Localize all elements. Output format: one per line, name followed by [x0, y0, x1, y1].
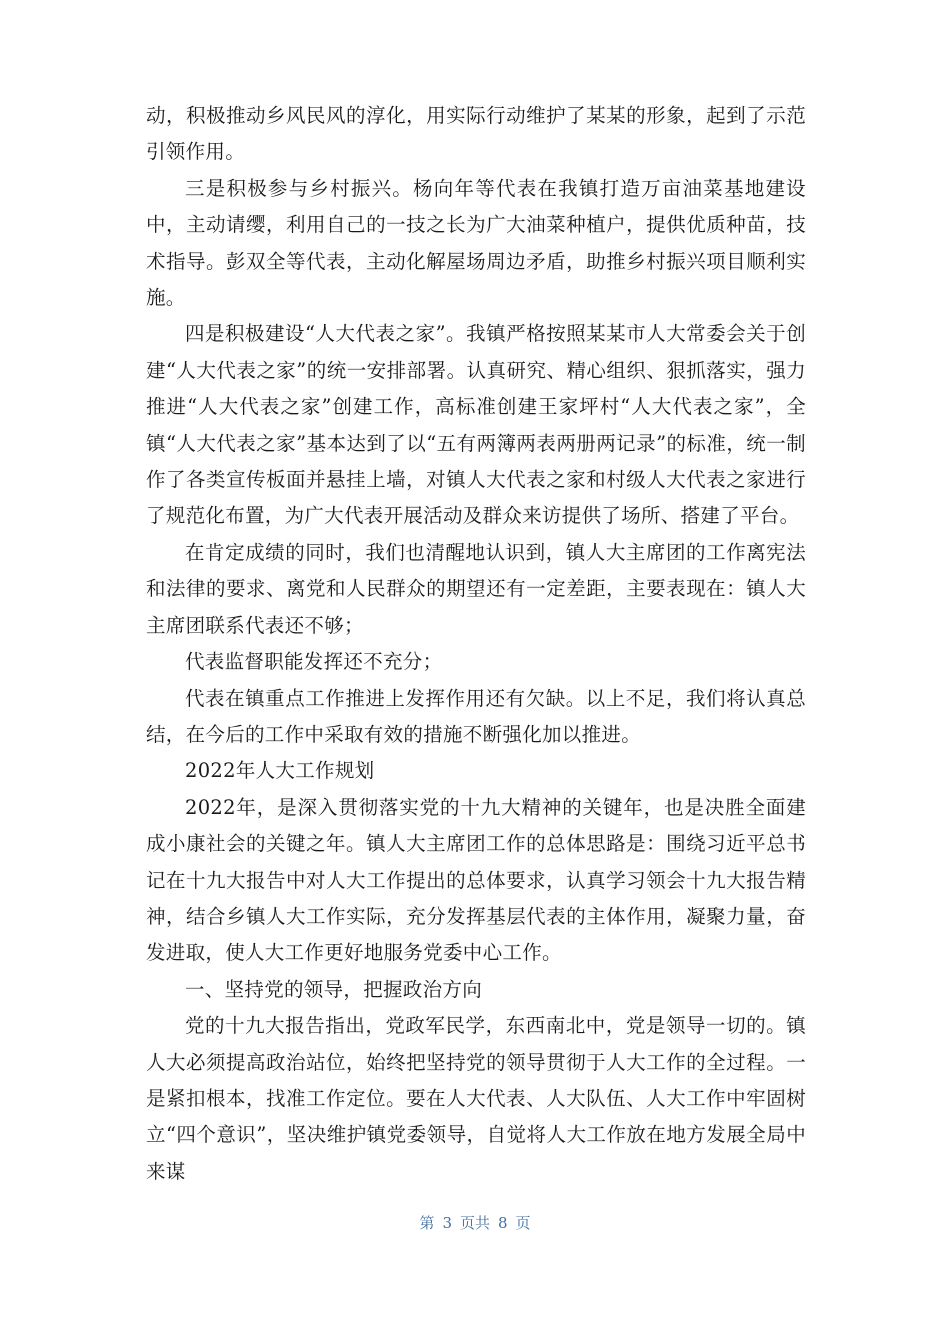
- footer-total-pages: 8: [498, 1214, 508, 1232]
- paragraph-3: 四是积极建设“人大代表之家”。我镇严格按照某某市人大常委会关于创建“人大代表之家”的统一安排部署。认真研究、精心组织、狠抓落实，强力推进“人大代表之家”创建工作，高标准创建王家坪村“人大代表之家”，全镇“人大代表之家”基本达到了以“五有两簿两表两册两记录”的标准，统一制作了各类宣传板面并悬挂上墙，对镇人大代表之家和村级人大代表之家进行了规范化布置，为广大代表开展活动及群众来访提供了场所、搭建了平台。: [146, 322, 806, 528]
- section-heading-1: 一、坚持党的领导，把握政治方向: [185, 977, 483, 1001]
- footer-middle: 页共: [459, 1214, 490, 1232]
- footer-prefix: 第: [419, 1214, 435, 1232]
- page-footer: [0, 1212, 950, 1233]
- paragraph-5: 代表监督职能发挥还不充分；: [185, 650, 443, 674]
- footer-current-page: 3: [442, 1214, 452, 1232]
- paragraph-1: 动，积极推动乡风民风的淳化，用实际行动维护了某某的形象，起到了示范引领作用。: [146, 104, 806, 164]
- paragraph-4: 在肯定成绩的同时，我们也清醒地认识到，镇人大主席团的工作离宪法和法律的要求、离党和人民群众的期望还有一定差距，主要表现在：镇人大主席团联系代表还不够；: [146, 540, 806, 637]
- document-body: [146, 98, 806, 1190]
- section-heading-plan: 2022年人大工作规划: [185, 759, 375, 783]
- paragraph-10: 党的十九大报告指出，党政军民学，东西南北中，党是领导一切的。镇人大必须提高政治站位，始终把坚持党的领导贯彻于人大工作的全过程。一是紧扣根本，找准工作定位。要在人大代表、人大队伍、人大工作中牢固树立“四个意识”，坚决维护镇党委领导，自觉将人大工作放在地方发展全局中来谋: [146, 1014, 806, 1183]
- paragraph-2: 三是积极参与乡村振兴。杨向年等代表在我镇打造万亩油菜基地建设中，主动请缨，利用自己的一技之长为广大油菜种植户，提供优质种苗，技术指导。彭双全等代表，主动化解屋场周边矛盾，助推乡村振兴项目顺利实施。: [146, 176, 806, 310]
- paragraph-8: 2022年，是深入贯彻落实党的十九大精神的关键年，也是决胜全面建成小康社会的关键之年。镇人大主席团工作的总体思路是：围绕习近平总书记在十九大报告中对人大工作提出的总体要求，认真学习领会十九大报告精神，结合乡镇人大工作实际，充分发挥基层代表的主体作用，凝聚力量，奋发进取，使人大工作更好地服务党委中心工作。: [146, 795, 806, 965]
- paragraph-6: 代表在镇重点工作推进上发挥作用还有欠缺。以上不足，我们将认真总结，在今后的工作中采取有效的措施不断强化加以推进。: [146, 686, 806, 746]
- footer-suffix: 页: [515, 1214, 531, 1232]
